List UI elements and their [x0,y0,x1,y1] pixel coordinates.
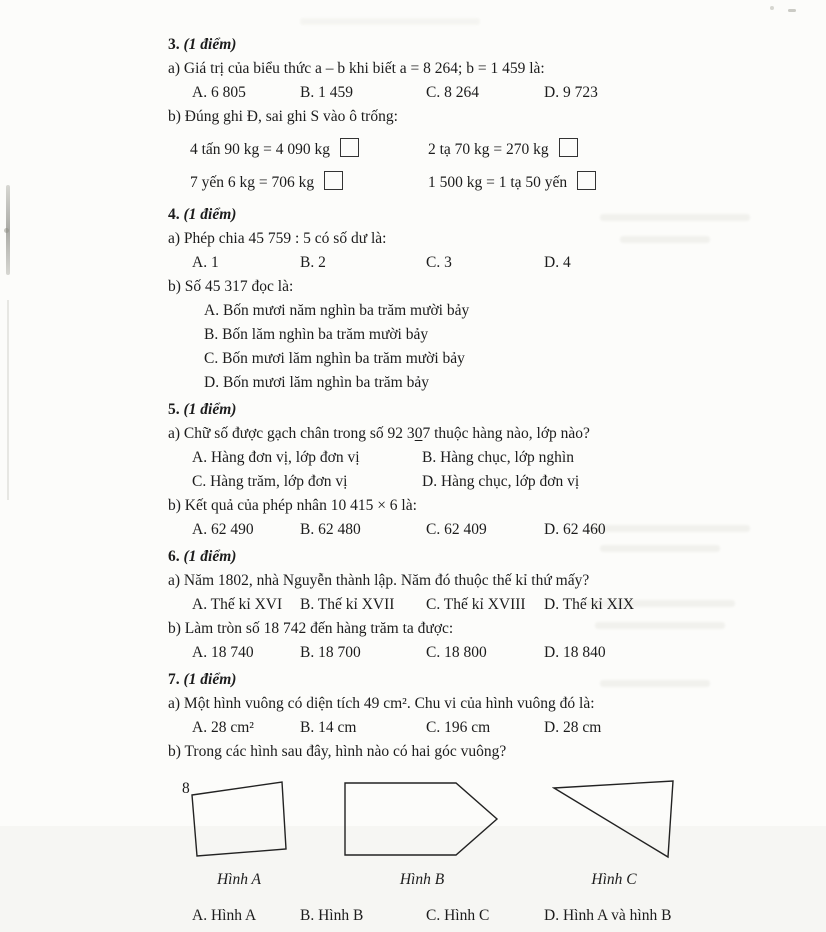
question-5b-text: b) Kết quả của phép nhân 10 415 × 6 là: [168,497,417,514]
question-7b-text: b) Trong các hình sau đây, hình nào có hai góc vuông? [168,743,507,760]
question-7 [168,669,728,927]
question-4 [168,204,728,394]
scan-artifact-speck [770,6,774,10]
option-b: B. 18 700 [300,644,361,661]
option-b: B. 14 cm [300,719,357,736]
option-a: A. 18 740 [192,644,254,661]
conversion-item [190,171,428,194]
question-5-points: (1 điểm) [183,401,237,418]
underlined-digit: 0 [414,425,423,442]
question-5b-options [168,519,728,541]
option-a: A. Hình A [192,907,257,924]
question-4a-text: a) Phép chia 45 759 : 5 có số dư là: [168,230,387,247]
question-3-heading [168,34,728,56]
question-6-number: 6. [168,548,180,565]
answer-box [324,171,343,190]
shapes-figure [168,779,728,891]
option-b: B. Thế kỉ XVII [300,596,395,613]
option-c: C. Bốn mươi lăm nghìn ba trăm mười bảy [204,350,465,367]
conversion-text: 7 yến 6 kg = 706 kg [190,174,315,191]
option-b: B. Hàng chục, lớp nghìn [422,449,574,466]
question-5a-options-row-1 [168,447,728,469]
exam-content [168,30,728,932]
option-b: B. 1 459 [300,84,353,101]
question-4-number: 4. [168,206,180,223]
option-a: A. Hàng đơn vị, lớp đơn vị [192,449,360,466]
question-3b-row-2 [168,171,728,194]
question-7a-options [168,717,728,739]
question-7-points: (1 điểm) [183,671,237,688]
question-3-number: 3. [168,36,180,53]
question-4b-options [168,300,728,394]
question-5a-options-row-2 [168,471,728,493]
option-d: D. 18 840 [544,644,606,661]
shape-c-triangle [552,779,676,859]
shape-b-column [344,779,500,891]
question-7-heading [168,669,728,691]
option-b: B. 2 [300,254,326,271]
question-3a-text: a) Giá trị của biểu thức a – b khi biết a = 8 264; b = 1 459 là: [168,60,545,77]
option-d: D. Hình A và hình B [544,907,672,924]
question-6-points: (1 điểm) [183,548,237,565]
question-3b-row-1 [168,138,728,161]
option-d: D. 4 [544,254,571,271]
question-5-number: 5. [168,401,180,418]
question-3a-options [168,82,728,104]
shape-b-pentagon [344,779,500,859]
option-b: B. Bốn lăm nghìn ba trăm mười bảy [204,326,429,343]
option-c: C. Hàng trăm, lớp đơn vị [192,473,348,490]
scan-artifact-speck [4,228,9,233]
option-d: D. Hàng chục, lớp đơn vị [422,473,580,490]
question-3-points: (1 điểm) [183,36,237,53]
option-a: A. 28 cm² [192,719,254,736]
shape-a-column [188,779,290,891]
option-d: D. Bốn mươi lăm nghìn ba trăm bảy [204,374,429,391]
scan-artifact-left-edge [6,185,10,275]
shape-a-label: Hình A [216,871,262,888]
shape-c-label: Hình C [591,871,637,888]
question-6a-text: a) Năm 1802, nhà Nguyễn thành lập. Năm đó thuộc thế kỉ thứ mấy? [168,572,590,589]
conversion-text: 1 500 kg = 1 tạ 50 yến [428,174,568,191]
question-7a-text: a) Một hình vuông có diện tích 49 cm². Chu vi của hình vuông đó là: [168,695,595,712]
question-5a-prefix: a) Chữ số được gạch chân trong số 92 3 [168,425,415,442]
question-3 [168,34,728,194]
option-c: C. Thế kỉ XVIII [426,596,526,613]
option-a: A. 62 490 [192,521,254,538]
question-6a-options [168,594,728,616]
option-c: C. Hình C [426,907,490,924]
option-a: A. 1 [192,254,219,271]
conversion-item [190,138,428,161]
conversion-item [428,171,728,194]
conversion-text: 2 tạ 70 kg = 270 kg [428,141,549,158]
option-c: C. 3 [426,254,452,271]
option-b: B. 62 480 [300,521,361,538]
option-a: A. Thế kỉ XVI [192,596,283,613]
scan-artifact-speck [788,9,796,12]
question-4b-text: b) Số 45 317 đọc là: [168,278,294,295]
option-d: D. 62 460 [544,521,606,538]
shape-a-quadrilateral [188,779,290,859]
question-6-heading [168,546,728,568]
question-3b-text: b) Đúng ghi Đ, sai ghi S vào ô trống: [168,108,398,125]
question-5a-text [168,423,728,445]
scan-artifact-left-edge-2 [7,300,9,500]
question-6 [168,546,728,664]
question-4-points: (1 điểm) [183,206,237,223]
question-4-heading [168,204,728,226]
shape-b-label: Hình B [399,871,445,888]
question-7-number: 7. [168,671,180,688]
option-d: D. Thế kỉ XIX [544,596,635,613]
conversion-text: 4 tấn 90 kg = 4 090 kg [190,141,331,158]
option-c: C. 62 409 [426,521,487,538]
question-6b-text: b) Làm tròn số 18 742 đến hàng trăm ta được: [168,620,454,637]
page-number: 8 [182,780,190,797]
shape-c-column [552,779,676,891]
conversion-item [428,138,728,161]
option-c: C. 18 800 [426,644,487,661]
question-5-heading [168,399,728,421]
option-c: C. 196 cm [426,719,491,736]
option-d: D. 28 cm [544,719,602,736]
option-a: A. 6 805 [192,84,246,101]
question-5 [168,399,728,541]
option-d: D. 9 723 [544,84,598,101]
option-a: A. Bốn mươi năm nghìn ba trăm mười bảy [204,302,470,319]
option-b: B. Hình B [300,907,364,924]
question-6b-options [168,642,728,664]
answer-box [559,138,578,157]
question-4a-options [168,252,728,274]
bleed-through-text [300,18,480,25]
question-7b-options [168,905,728,927]
option-c: C. 8 264 [426,84,479,101]
answer-box [577,171,596,190]
answer-box [340,138,359,157]
question-5a-suffix: 7 thuộc hàng nào, lớp nào? [422,425,590,442]
